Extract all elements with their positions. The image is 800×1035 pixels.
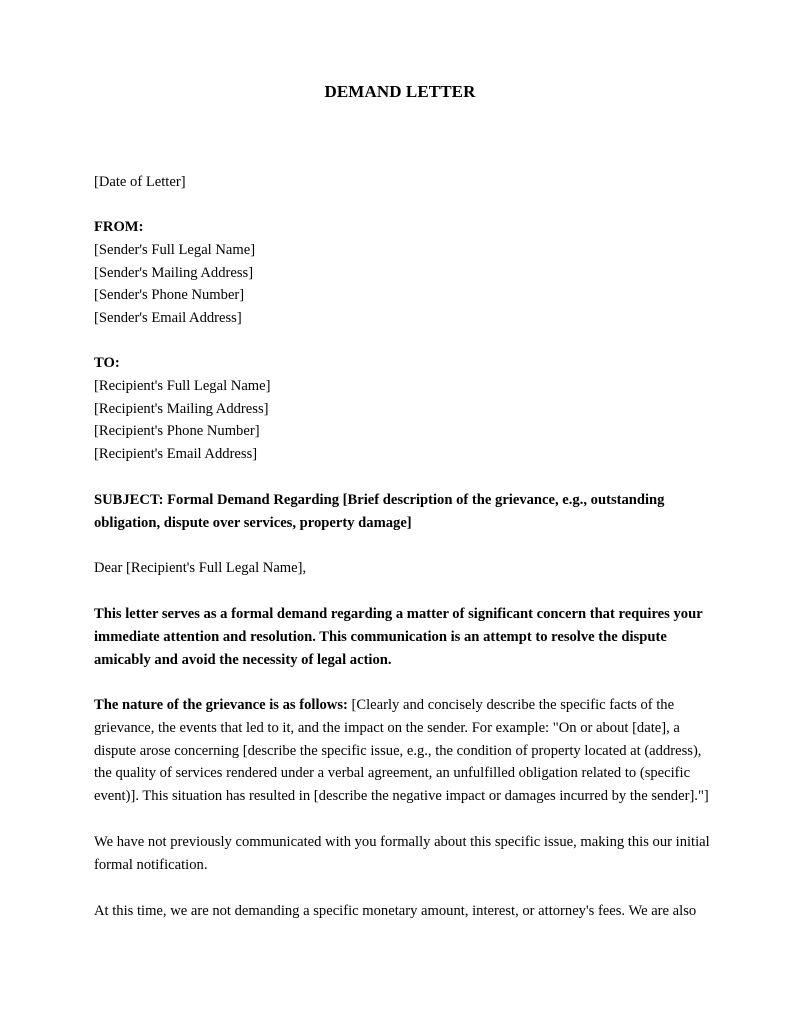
salutation-section: [94, 557, 712, 580]
demand-paragraph: [94, 900, 712, 923]
grievance-paragraph: [94, 694, 712, 808]
to-section: [94, 352, 712, 466]
subject-section: [94, 489, 712, 535]
grievance-line-3: dispute arose concerning [describe the specific issue, e.g., the condition of property located at (address),: [94, 742, 702, 759]
subject-line-2: obligation, dispute over services, property damage]: [94, 514, 412, 531]
prior-contact-line-1: We have not previously communicated with you formally about this specific issue, making this our initial: [94, 834, 710, 850]
recipient-address: [Recipient's Mailing Address]: [94, 400, 269, 417]
salutation: Dear [Recipient's Full Legal Name],: [94, 560, 307, 576]
date-line: [94, 171, 712, 194]
sender-name: [Sender's Full Legal Name]: [94, 241, 256, 258]
recipient-name: [Recipient's Full Legal Name]: [94, 377, 271, 394]
from-section: [94, 216, 712, 330]
sender-address: [Sender's Mailing Address]: [94, 264, 254, 281]
prior-contact-paragraph: [94, 831, 712, 877]
letter-date: [Date of Letter]: [94, 174, 186, 190]
sender-email: [Sender's Email Address]: [94, 310, 242, 327]
recipient-email: [Recipient's Email Address]: [94, 446, 258, 463]
to-heading: TO:: [94, 355, 120, 371]
grievance-lead: The nature of the grievance is as follows:: [94, 697, 348, 713]
sender-phone: [Sender's Phone Number]: [94, 287, 245, 304]
intro-line-1: This letter serves as a formal demand regarding a matter of significant concern that requires your: [94, 606, 703, 622]
grievance-line-5: event)]. This situation has resulted in [describe the negative impact or damages incurred by the sender]."]: [94, 788, 709, 805]
demand-line-1: At this time, we are not demanding a specific monetary amount, interest, or attorney's fees. We are also: [94, 903, 697, 919]
subject-line-1: SUBJECT: Formal Demand Regarding [Brief description of the grievance, e.g., outstanding: [94, 492, 665, 508]
document-title: DEMAND LETTER: [324, 82, 476, 101]
intro-line-3: amicably and avoid the necessity of legal action.: [94, 651, 392, 668]
recipient-phone: [Recipient's Phone Number]: [94, 423, 260, 440]
intro-paragraph: [94, 603, 712, 671]
prior-contact-line-2: formal notification.: [94, 856, 208, 873]
grievance-line-4: the quality of services rendered under a verbal agreement, an unfulfilled obligation related to (specific: [94, 765, 691, 782]
intro-line-2: immediate attention and resolution. This communication is an attempt to resolve the dispute: [94, 628, 667, 645]
grievance-line-1: [94, 694, 712, 717]
from-heading: FROM:: [94, 219, 144, 235]
grievance-line-2: grievance, the events that led to it, and the impact on the sender. For example: "On or about [date], a: [94, 719, 680, 736]
grievance-line-1-rest: [Clearly and concisely describe the specific facts of the: [347, 697, 675, 713]
